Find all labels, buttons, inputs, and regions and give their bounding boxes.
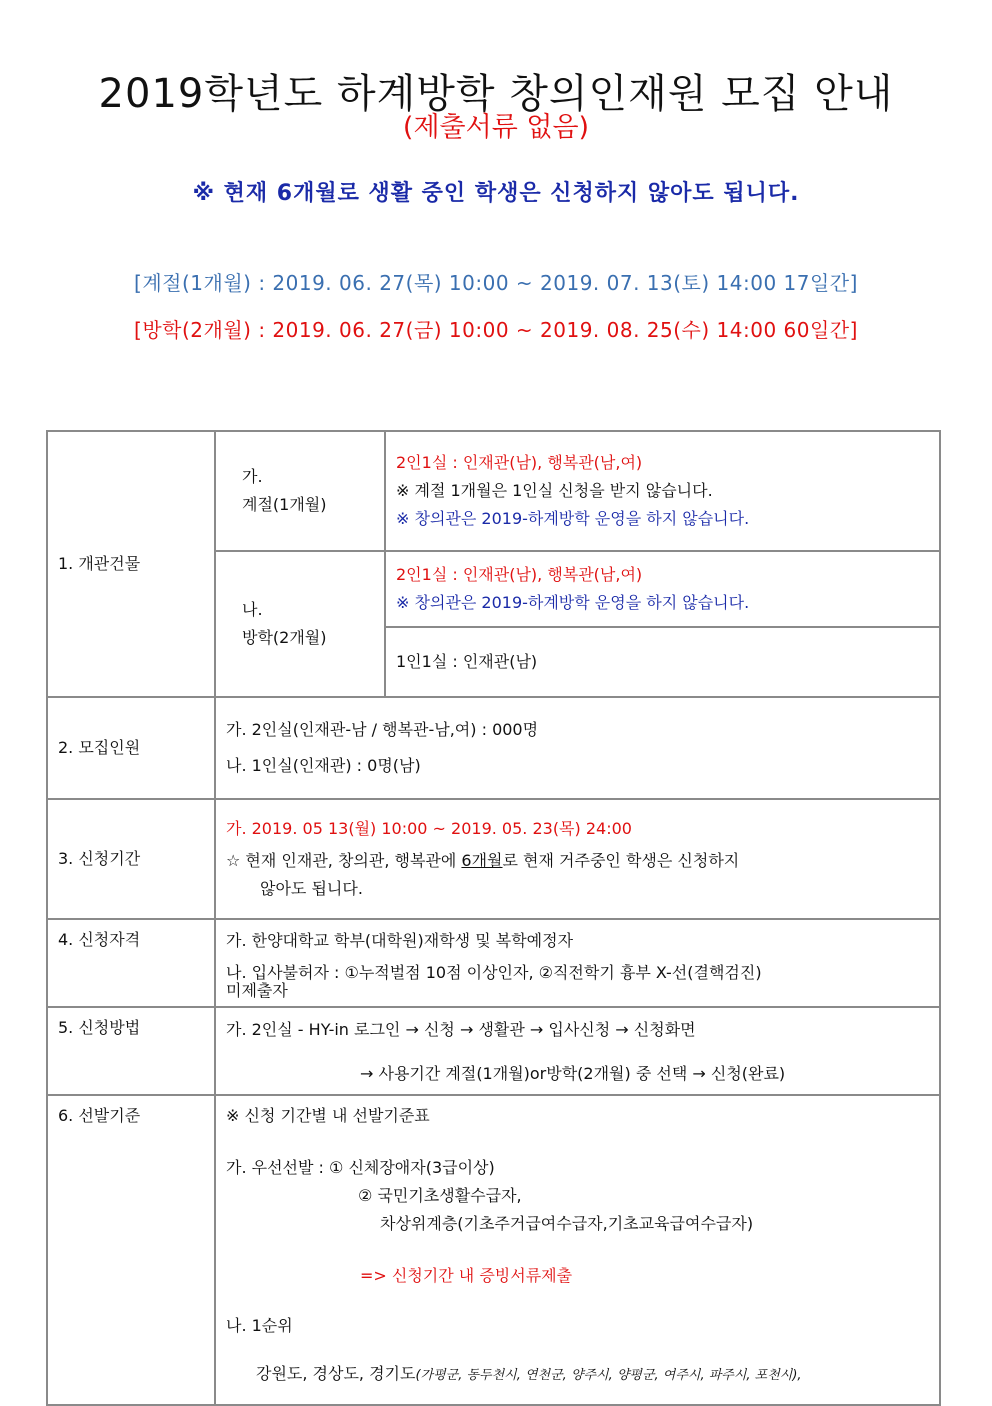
section-1-sub-b-name: 방학(2개월): [242, 628, 327, 647]
section-4-line3: 미제출자: [226, 981, 288, 1000]
section-1-label: 1. 개관건물: [47, 431, 215, 697]
section-6-line4: 차상위계층(기초주거급여수급자,기초교육급여수급자): [380, 1214, 754, 1233]
period-vacation: [방학(2개월) : 2019. 06. 27(금) 10:00 ~ 2019. 08. 25(수) 14:00 60일간]: [134, 318, 858, 342]
section-3-content: [215, 799, 940, 919]
section-1-sub-a-prefix: 가.: [242, 467, 263, 486]
section-4-line1: 가. 한양대학교 학부(대학원)재학생 및 복학예정자: [226, 931, 574, 950]
section-6-line7: [226, 1360, 929, 1390]
section-1-content-b: [385, 551, 940, 627]
section-3-line2: [226, 847, 929, 875]
info-table: [46, 430, 941, 1406]
section-1-sub-b-prefix: 나.: [242, 600, 263, 619]
notice-text: ※ 현재 6개월로 생활 중인 학생은 신청하지 않아도 됩니다.: [192, 181, 800, 206]
section-6-line3: ② 국민기초생활수급자,: [358, 1186, 522, 1205]
section-4-content: [215, 919, 940, 1007]
section-5-row: [47, 1007, 940, 1095]
section-1-a-line3: ※ 창의관은 2019-하계방학 운영을 하지 않습니다.: [396, 509, 750, 528]
section-6-line6: 나. 1순위: [226, 1316, 293, 1335]
section-1-content-c: [385, 627, 940, 697]
section-6-line1: ※ 신청 기간별 내 선발기준표: [226, 1106, 430, 1125]
section-2-line2: 나. 1인실(인재관) : 0명(남): [226, 756, 421, 775]
section-2-content: [215, 697, 940, 799]
section-6-line7-main: 강원도, 경상도, 경기도: [256, 1364, 416, 1383]
section-2-label: 2. 모집인원: [47, 697, 215, 799]
section-1-c-line1: 1인1실 : 인재관(남): [396, 652, 538, 671]
period-seasonal: [계절(1개월) : 2019. 06. 27(목) 10:00 ~ 2019. 07. 13(토) 14:00 17일간]: [134, 271, 858, 295]
section-3-line2-post: 로 현재 거주중인 학생은 신청하지: [502, 851, 740, 870]
section-4-row: [47, 919, 940, 1007]
section-5-line2: → 사용기간 계절(1개월)or방학(2개월) 중 선택 → 신청(완료): [360, 1064, 786, 1083]
section-1-a-line2: ※ 계절 1개월은 1인실 신청을 받지 않습니다.: [396, 481, 713, 500]
section-6-line2: 가. 우선선발 : ① 신체장애자(3급이상): [226, 1158, 495, 1177]
section-3-row: [47, 799, 940, 919]
section-5-label: 5. 신청방법: [47, 1007, 215, 1095]
section-1-b-line2: ※ 창의관은 2019-하계방학 운영을 하지 않습니다.: [396, 593, 750, 612]
section-2-line1: 가. 2인실(인재관-남 / 행복관-남,여) : 000명: [226, 720, 539, 739]
section-1-sub-a: [215, 431, 385, 551]
section-4-line2: 나. 입사불허자 : ①누적벌점 10점 이상인자, ②직전학기 흉부 X-선(결핵검진): [226, 963, 762, 982]
section-6-row: [47, 1095, 940, 1405]
section-6-line5: => 신청기간 내 증빙서류제출: [360, 1266, 573, 1285]
section-5-content: [215, 1007, 940, 1095]
section-1-sub-b: [215, 551, 385, 697]
section-6-line7-italic: (가평군, 동두천시, 연천군, 양주시, 양평군, 여주시, 파주시, 포천시),: [415, 1368, 802, 1383]
section-4-label: 4. 신청자격: [47, 919, 215, 1007]
page-title: 2019학년도 하계방학 창의인재원 모집 안내: [98, 71, 894, 117]
section-5-line1: 가. 2인실 - HY-in 로그인 → 신청 → 생활관 → 입사신청 → 신청화면: [226, 1020, 696, 1039]
section-1-a-line1: 2인1실 : 인재관(남), 행복관(남,여): [396, 453, 643, 472]
section-1-sub-a-name: 계절(1개월): [242, 495, 327, 514]
section-3-line2-underlined: 6개월: [461, 851, 503, 870]
section-3-label: 3. 신청기간: [47, 799, 215, 919]
section-3-line1: 가. 2019. 05 13(월) 10:00 ~ 2019. 05. 23(목) 24:00: [226, 819, 632, 838]
section-3-line3: 않아도 됩니다.: [260, 879, 363, 898]
section-6-label: 6. 선발기준: [47, 1095, 215, 1405]
section-3-line2-pre: ☆ 현재 인재관, 창의관, 행복관에: [226, 851, 462, 870]
section-2-row: [47, 697, 940, 799]
section-6-content: [215, 1095, 940, 1405]
section-1-row-a: [47, 431, 940, 551]
page-subtitle: (제출서류 없음): [402, 112, 590, 143]
section-1-content-a: [385, 431, 940, 551]
section-1-b-line1: 2인1실 : 인재관(남), 행복관(남,여): [396, 565, 643, 584]
